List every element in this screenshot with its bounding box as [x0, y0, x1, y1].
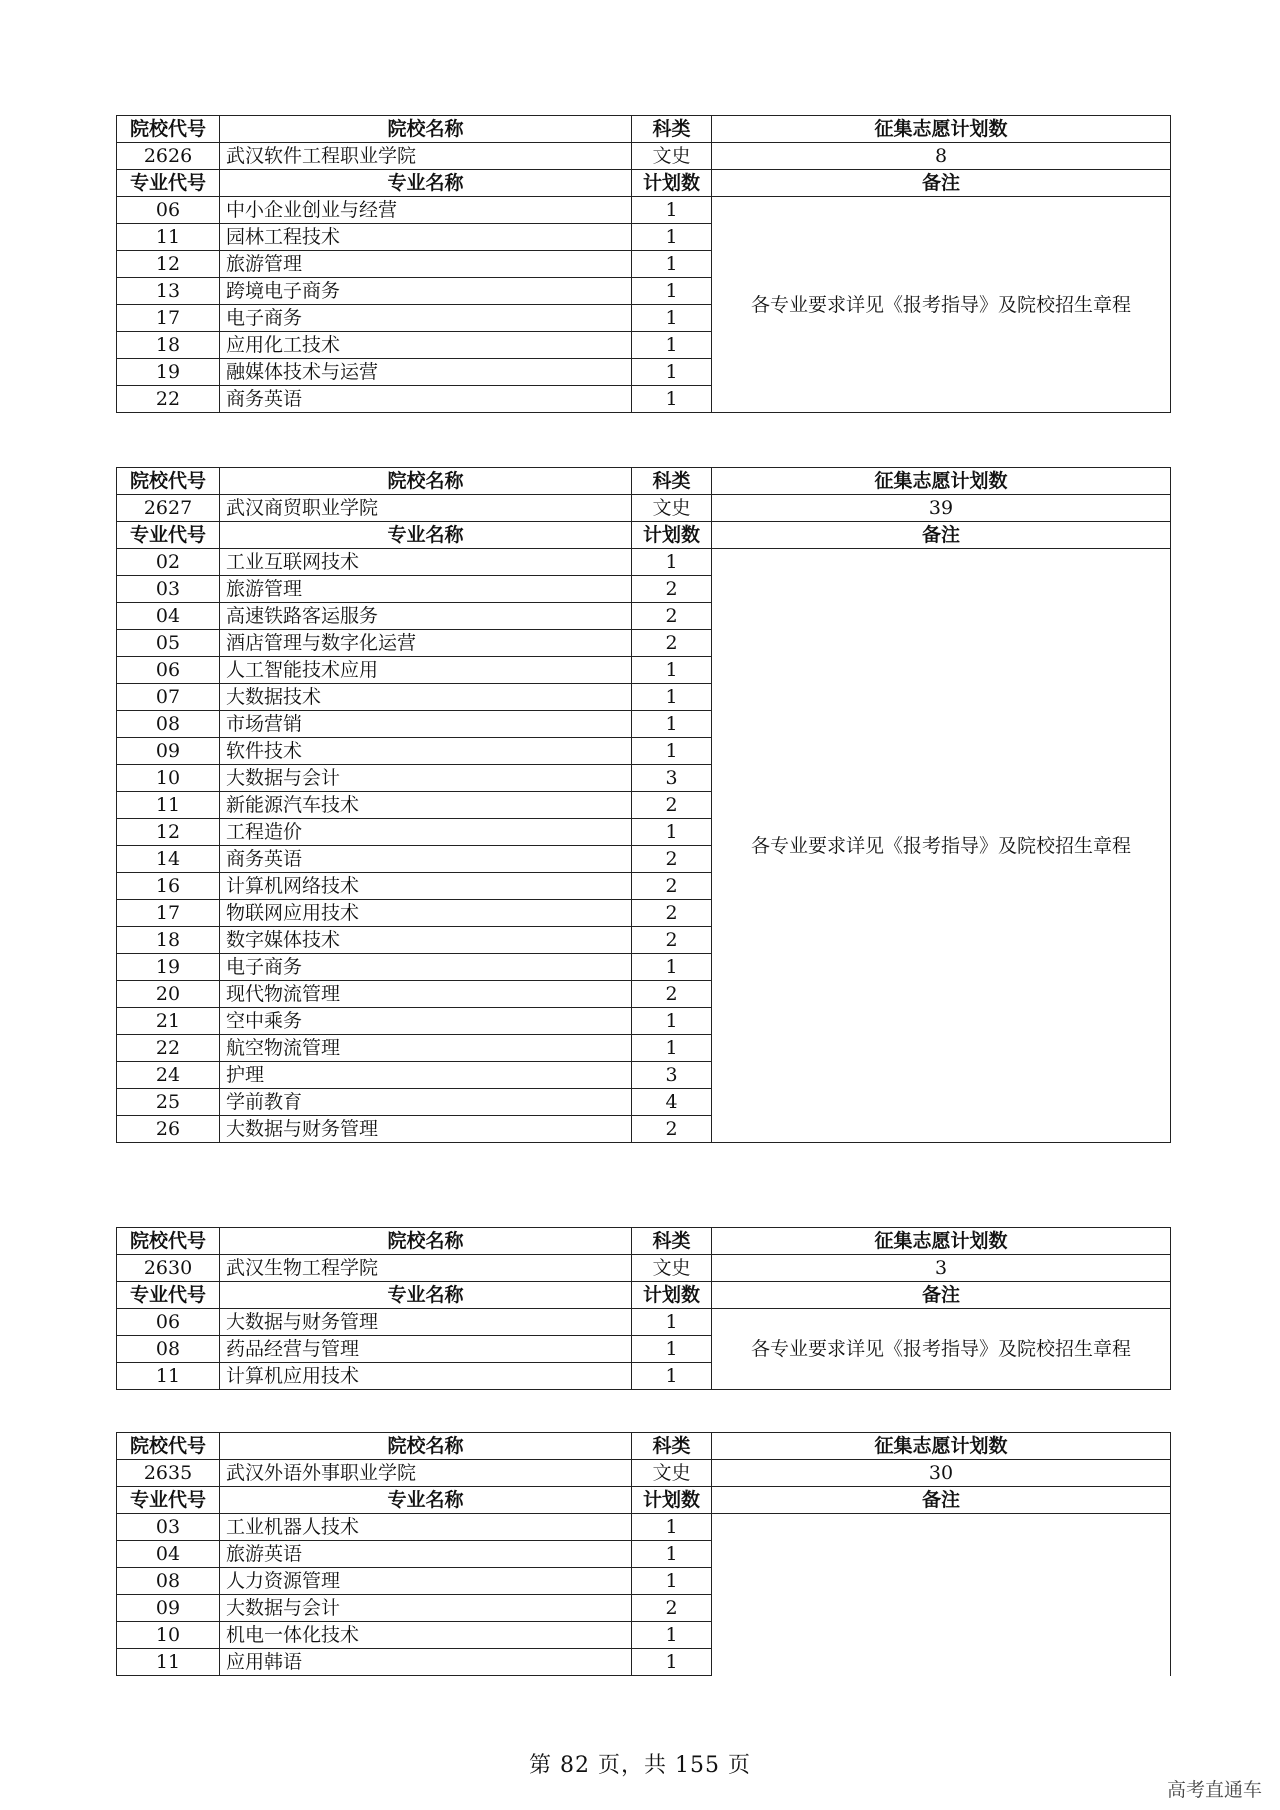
major-code: 16 — [117, 873, 220, 900]
major-header-row — [117, 170, 1171, 197]
plan-total-header: 征集志愿计划数 — [712, 468, 1171, 495]
major-code: 24 — [117, 1062, 220, 1089]
school-header-row — [117, 468, 1171, 495]
plan-count: 1 — [632, 1514, 712, 1541]
remark-cell: 各专业要求详见《报考指导》及院校招生章程 — [712, 1309, 1171, 1390]
plan-count: 1 — [632, 738, 712, 765]
remark-header: 备注 — [712, 522, 1171, 549]
major-name: 融媒体技术与运营 — [220, 359, 632, 386]
major-name: 旅游英语 — [220, 1541, 632, 1568]
plan-count: 1 — [632, 197, 712, 224]
major-header-row — [117, 1487, 1171, 1514]
plan-count: 3 — [632, 1062, 712, 1089]
school-info-row — [117, 143, 1171, 170]
school-name: 武汉商贸职业学院 — [220, 495, 632, 522]
major-code: 19 — [117, 954, 220, 981]
category-header: 科类 — [632, 468, 712, 495]
school-name-header: 院校名称 — [220, 116, 632, 143]
major-code-header: 专业代号 — [117, 170, 220, 197]
major-code: 04 — [117, 1541, 220, 1568]
school-plan-total: 8 — [712, 143, 1171, 170]
major-name: 机电一体化技术 — [220, 1622, 632, 1649]
watermark: 高考直通车 — [1166, 1779, 1262, 1801]
plan-count: 4 — [632, 1089, 712, 1116]
school-code-header: 院校代号 — [117, 116, 220, 143]
major-name: 电子商务 — [220, 954, 632, 981]
major-code: 11 — [117, 1363, 220, 1390]
major-name: 商务英语 — [220, 386, 632, 413]
major-name: 园林工程技术 — [220, 224, 632, 251]
plan-total-header: 征集志愿计划数 — [712, 116, 1171, 143]
major-name: 电子商务 — [220, 305, 632, 332]
school-plan-total: 39 — [712, 495, 1171, 522]
plan-count: 1 — [632, 359, 712, 386]
plan-count: 1 — [632, 549, 712, 576]
plan-count: 1 — [632, 224, 712, 251]
school-name: 武汉生物工程学院 — [220, 1255, 632, 1282]
plan-count: 1 — [632, 1035, 712, 1062]
major-name: 护理 — [220, 1062, 632, 1089]
major-code: 25 — [117, 1089, 220, 1116]
major-name: 航空物流管理 — [220, 1035, 632, 1062]
major-code: 19 — [117, 359, 220, 386]
major-code: 17 — [117, 900, 220, 927]
major-code: 03 — [117, 1514, 220, 1541]
school-name: 武汉外语外事职业学院 — [220, 1460, 632, 1487]
plan-count: 1 — [632, 1336, 712, 1363]
plan-count-header: 计划数 — [632, 522, 712, 549]
major-code: 09 — [117, 738, 220, 765]
plan-count-header: 计划数 — [632, 1282, 712, 1309]
school-table — [116, 467, 1171, 1143]
major-name: 大数据与会计 — [220, 765, 632, 792]
major-name-header: 专业名称 — [220, 170, 632, 197]
plan-count: 2 — [632, 846, 712, 873]
school-info-row — [117, 495, 1171, 522]
plan-count: 2 — [632, 927, 712, 954]
major-name: 高速铁路客运服务 — [220, 603, 632, 630]
school-plan-total: 3 — [712, 1255, 1171, 1282]
major-code: 18 — [117, 927, 220, 954]
school-plan-total: 30 — [712, 1460, 1171, 1487]
school-info-row — [117, 1460, 1171, 1487]
major-code: 22 — [117, 1035, 220, 1062]
major-name: 软件技术 — [220, 738, 632, 765]
plan-count: 1 — [632, 1008, 712, 1035]
major-name: 现代物流管理 — [220, 981, 632, 1008]
major-code: 03 — [117, 576, 220, 603]
major-name: 人工智能技术应用 — [220, 657, 632, 684]
plan-count: 2 — [632, 981, 712, 1008]
major-code: 18 — [117, 332, 220, 359]
plan-count: 2 — [632, 1595, 712, 1622]
school-category: 文史 — [632, 1255, 712, 1282]
school-header-row — [117, 1433, 1171, 1460]
remark-header: 备注 — [712, 1487, 1171, 1514]
plan-count: 1 — [632, 386, 712, 413]
school-code: 2627 — [117, 495, 220, 522]
plan-count: 1 — [632, 711, 712, 738]
major-name-header: 专业名称 — [220, 1282, 632, 1309]
major-code-header: 专业代号 — [117, 522, 220, 549]
plan-count: 2 — [632, 603, 712, 630]
plan-count-header: 计划数 — [632, 170, 712, 197]
table-row — [117, 549, 1171, 576]
plan-count: 1 — [632, 1649, 712, 1676]
plan-count: 1 — [632, 1622, 712, 1649]
remark-cell: 各专业要求详见《报考指导》及院校招生章程 — [712, 197, 1171, 413]
major-code: 12 — [117, 819, 220, 846]
major-name: 市场营销 — [220, 711, 632, 738]
major-code: 10 — [117, 1622, 220, 1649]
school-table — [116, 1432, 1171, 1676]
major-name: 大数据技术 — [220, 684, 632, 711]
major-name: 物联网应用技术 — [220, 900, 632, 927]
major-code: 02 — [117, 549, 220, 576]
school-code: 2630 — [117, 1255, 220, 1282]
plan-count: 1 — [632, 1568, 712, 1595]
major-name: 酒店管理与数字化运营 — [220, 630, 632, 657]
major-code: 20 — [117, 981, 220, 1008]
school-name: 武汉软件工程职业学院 — [220, 143, 632, 170]
major-code: 14 — [117, 846, 220, 873]
major-code: 11 — [117, 224, 220, 251]
major-name: 大数据与会计 — [220, 1595, 632, 1622]
school-table — [116, 1227, 1171, 1390]
remark-cell: 各专业要求详见《报考指导》及院校招生章程 — [712, 549, 1171, 1143]
major-name: 数字媒体技术 — [220, 927, 632, 954]
table-row — [117, 1309, 1171, 1336]
table-row — [117, 197, 1171, 224]
major-code: 04 — [117, 603, 220, 630]
school-code-header: 院校代号 — [117, 1228, 220, 1255]
plan-count: 3 — [632, 765, 712, 792]
plan-count: 2 — [632, 792, 712, 819]
category-header: 科类 — [632, 1433, 712, 1460]
major-code-header: 专业代号 — [117, 1487, 220, 1514]
school-code-header: 院校代号 — [117, 1433, 220, 1460]
plan-count: 1 — [632, 305, 712, 332]
plan-count: 2 — [632, 630, 712, 657]
plan-count: 1 — [632, 251, 712, 278]
major-name: 跨境电子商务 — [220, 278, 632, 305]
major-code: 07 — [117, 684, 220, 711]
major-name: 计算机应用技术 — [220, 1363, 632, 1390]
major-code: 13 — [117, 278, 220, 305]
category-header: 科类 — [632, 1228, 712, 1255]
plan-count: 1 — [632, 278, 712, 305]
major-code-header: 专业代号 — [117, 1282, 220, 1309]
major-code: 08 — [117, 1568, 220, 1595]
school-header-row — [117, 1228, 1171, 1255]
major-name: 学前教育 — [220, 1089, 632, 1116]
major-name: 大数据与财务管理 — [220, 1116, 632, 1143]
major-code: 05 — [117, 630, 220, 657]
major-code: 11 — [117, 792, 220, 819]
school-table — [116, 115, 1171, 413]
major-code: 21 — [117, 1008, 220, 1035]
page-footer: 第 82 页，共 155 页 — [529, 1753, 751, 1778]
major-code: 08 — [117, 711, 220, 738]
remark-header: 备注 — [712, 1282, 1171, 1309]
major-code: 08 — [117, 1336, 220, 1363]
school-name-header: 院校名称 — [220, 1228, 632, 1255]
category-header: 科类 — [632, 116, 712, 143]
major-code: 06 — [117, 657, 220, 684]
major-name: 商务英语 — [220, 846, 632, 873]
plan-total-header: 征集志愿计划数 — [712, 1433, 1171, 1460]
major-header-row — [117, 522, 1171, 549]
major-name: 空中乘务 — [220, 1008, 632, 1035]
major-name-header: 专业名称 — [220, 1487, 632, 1514]
major-name: 旅游管理 — [220, 251, 632, 278]
plan-count: 1 — [632, 954, 712, 981]
major-header-row — [117, 1282, 1171, 1309]
plan-count: 1 — [632, 332, 712, 359]
major-code: 10 — [117, 765, 220, 792]
major-name: 人力资源管理 — [220, 1568, 632, 1595]
school-category: 文史 — [632, 143, 712, 170]
plan-count: 2 — [632, 1116, 712, 1143]
major-code: 22 — [117, 386, 220, 413]
major-code: 06 — [117, 1309, 220, 1336]
table-row — [117, 1514, 1171, 1541]
school-code: 2626 — [117, 143, 220, 170]
school-code-header: 院校代号 — [117, 468, 220, 495]
plan-count-header: 计划数 — [632, 1487, 712, 1514]
major-code: 17 — [117, 305, 220, 332]
major-name: 药品经营与管理 — [220, 1336, 632, 1363]
major-name: 应用韩语 — [220, 1649, 632, 1676]
major-code: 06 — [117, 197, 220, 224]
major-name: 旅游管理 — [220, 576, 632, 603]
school-info-row — [117, 1255, 1171, 1282]
plan-count: 2 — [632, 873, 712, 900]
plan-count: 1 — [632, 684, 712, 711]
major-code: 12 — [117, 251, 220, 278]
plan-count: 1 — [632, 1363, 712, 1390]
major-name: 新能源汽车技术 — [220, 792, 632, 819]
major-name: 计算机网络技术 — [220, 873, 632, 900]
major-name: 工业互联网技术 — [220, 549, 632, 576]
plan-count: 1 — [632, 1541, 712, 1568]
major-code: 09 — [117, 1595, 220, 1622]
school-code: 2635 — [117, 1460, 220, 1487]
major-code: 11 — [117, 1649, 220, 1676]
major-name: 中小企业创业与经营 — [220, 197, 632, 224]
school-name-header: 院校名称 — [220, 1433, 632, 1460]
school-name-header: 院校名称 — [220, 468, 632, 495]
remark-header: 备注 — [712, 170, 1171, 197]
plan-count: 2 — [632, 576, 712, 603]
school-category: 文史 — [632, 495, 712, 522]
plan-count: 1 — [632, 819, 712, 846]
major-name: 工程造价 — [220, 819, 632, 846]
plan-count: 2 — [632, 900, 712, 927]
plan-count: 1 — [632, 1309, 712, 1336]
major-name: 工业机器人技术 — [220, 1514, 632, 1541]
plan-count: 1 — [632, 657, 712, 684]
major-code: 26 — [117, 1116, 220, 1143]
major-name: 大数据与财务管理 — [220, 1309, 632, 1336]
major-name-header: 专业名称 — [220, 522, 632, 549]
school-category: 文史 — [632, 1460, 712, 1487]
school-header-row — [117, 116, 1171, 143]
plan-total-header: 征集志愿计划数 — [712, 1228, 1171, 1255]
major-name: 应用化工技术 — [220, 332, 632, 359]
remark-cell — [712, 1514, 1171, 1676]
